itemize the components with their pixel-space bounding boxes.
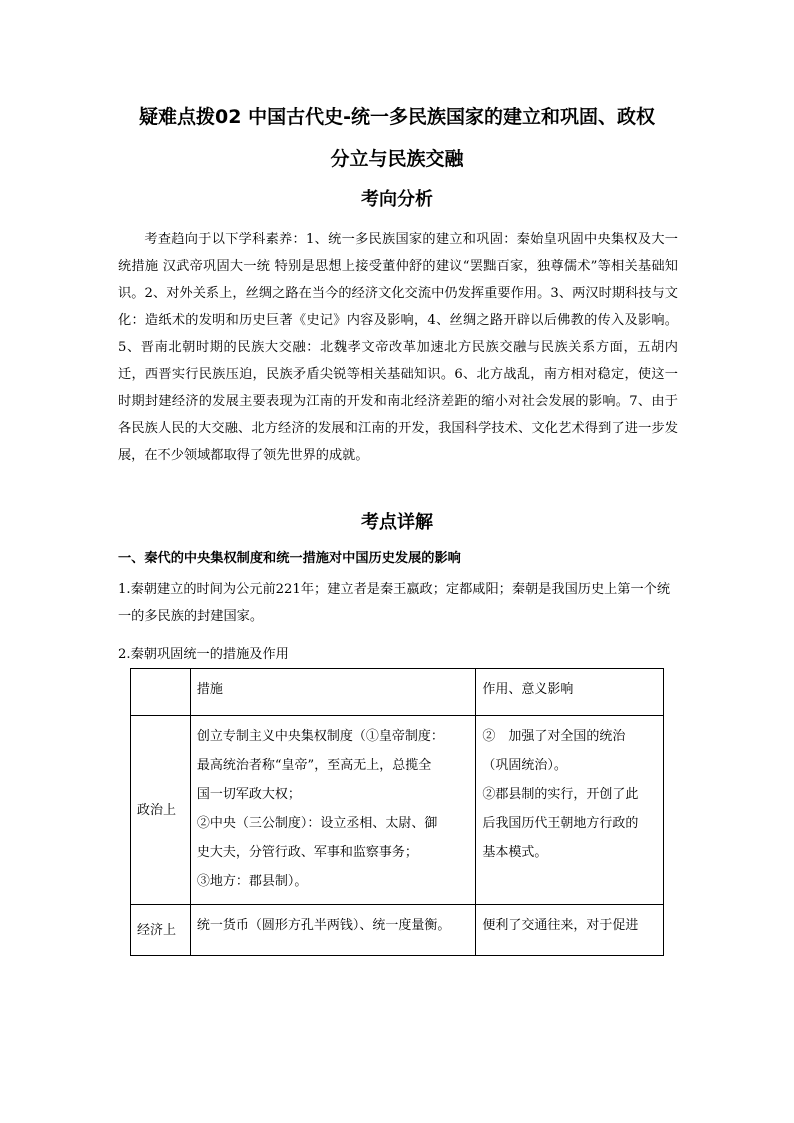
cell-text-line: 最高统治者称“皇帝”，至高无上，总揽全 — [196, 758, 432, 773]
cell-text-line: （巩固统治）。 — [482, 758, 567, 773]
table-row-label: 政治上 — [131, 716, 191, 905]
analysis-paragraph: 考查趋向于以下学科素养：1、统一多民族国家的建立和巩固：秦始皇巩固中央集权及大一统措施 汉武帝巩固大一统 特别是思想上接受董仲舒的建议“罢黜百家，独尊儒术”等相关基础知识。2、对外关系上，丝绸之路在当今的经济文化交流中仍发挥重要作用。3、两汉时期科技与文化：造纸术的发明和历史巨著《史记》内容及影响，4、丝绸之路开辟以后佛教的传入及影响。5、晋南北朝时期的民族大交融：北魏孝文帝改革加速北方民族交融与民族关系方面，五胡内迁，西晋实行民族压迫，民族矛盾尖锐等相关基础知识。6、北方战乱，南方相对稳定，使这一时期封建经济的发展主要表现为江南的开发和南北经济差距的缩小对社会发展的影响。7、由于各民族人民的大交融、北方经济的发展和江南的开发，我国科学技术、文化艺术得到了进一步发展，在不少领域都取得了领先世界的成就。 — [118, 232, 678, 463]
table-header-cell: 措施 — [190, 669, 475, 716]
document-title-line-1: 疑难点拨02 中国古代史-统一多民族国家的建立和巩固、政权 — [139, 106, 655, 128]
cell-text-line: ③地方：郡县制）。 — [196, 874, 308, 889]
table-row — [131, 905, 664, 956]
cell-text-line: 创立专制主义中央集权制度（①皇帝制度： — [196, 729, 444, 744]
table-header-cell: 作用、意义影响 — [476, 669, 664, 716]
cell-text-line: 史大夫，分管行政、军事和监察事务； — [196, 845, 418, 860]
subheading-qin-centralization: 一、秦代的中央集权制度和统一措施对中国历史发展的影响 — [118, 551, 461, 566]
section-heading-details: 考点详解 — [361, 512, 433, 533]
cell-text-line: 便利了交通往来，对于促进 — [482, 918, 639, 933]
point-qin-founding: 1.秦朝建立的时间为公元前221年；建立者是秦王嬴政；定都咸阳；秦朝是我国历史上第一个统一的多民族的封建国家。 — [118, 582, 671, 624]
cell-text-line: ②中央（三公制度）：设立丞相、太尉、御 — [196, 816, 438, 831]
table-cell-measures — [190, 716, 475, 905]
cell-text-line: 后我国历代王朝地方行政的 — [482, 816, 639, 831]
table-row-label: 经济上 — [131, 905, 191, 956]
cell-text-line: ② 加强了对全国的统治 — [482, 729, 626, 744]
table-header-cell — [131, 669, 191, 716]
table-cell-measures — [190, 905, 475, 956]
table-row — [131, 716, 664, 905]
document-title-line-2: 分立与民族交融 — [330, 148, 464, 170]
table-cell-effects — [476, 905, 664, 956]
section-heading-analysis: 考向分析 — [361, 189, 433, 210]
cell-text-line: 国一切军政大权； — [196, 787, 301, 802]
point-qin-measures: 2.秦朝巩固统一的措施及作用 — [118, 647, 289, 662]
cell-text-line: 基本模式。 — [482, 845, 548, 860]
table-header-row — [131, 669, 664, 716]
qin-measures-table — [130, 668, 664, 956]
table-cell-effects — [476, 716, 664, 905]
cell-text-line: 统一货币（圆形方孔半两钱）、统一度量衡。 — [196, 918, 451, 933]
cell-text-line: ②郡县制的实行，开创了此 — [482, 787, 639, 802]
